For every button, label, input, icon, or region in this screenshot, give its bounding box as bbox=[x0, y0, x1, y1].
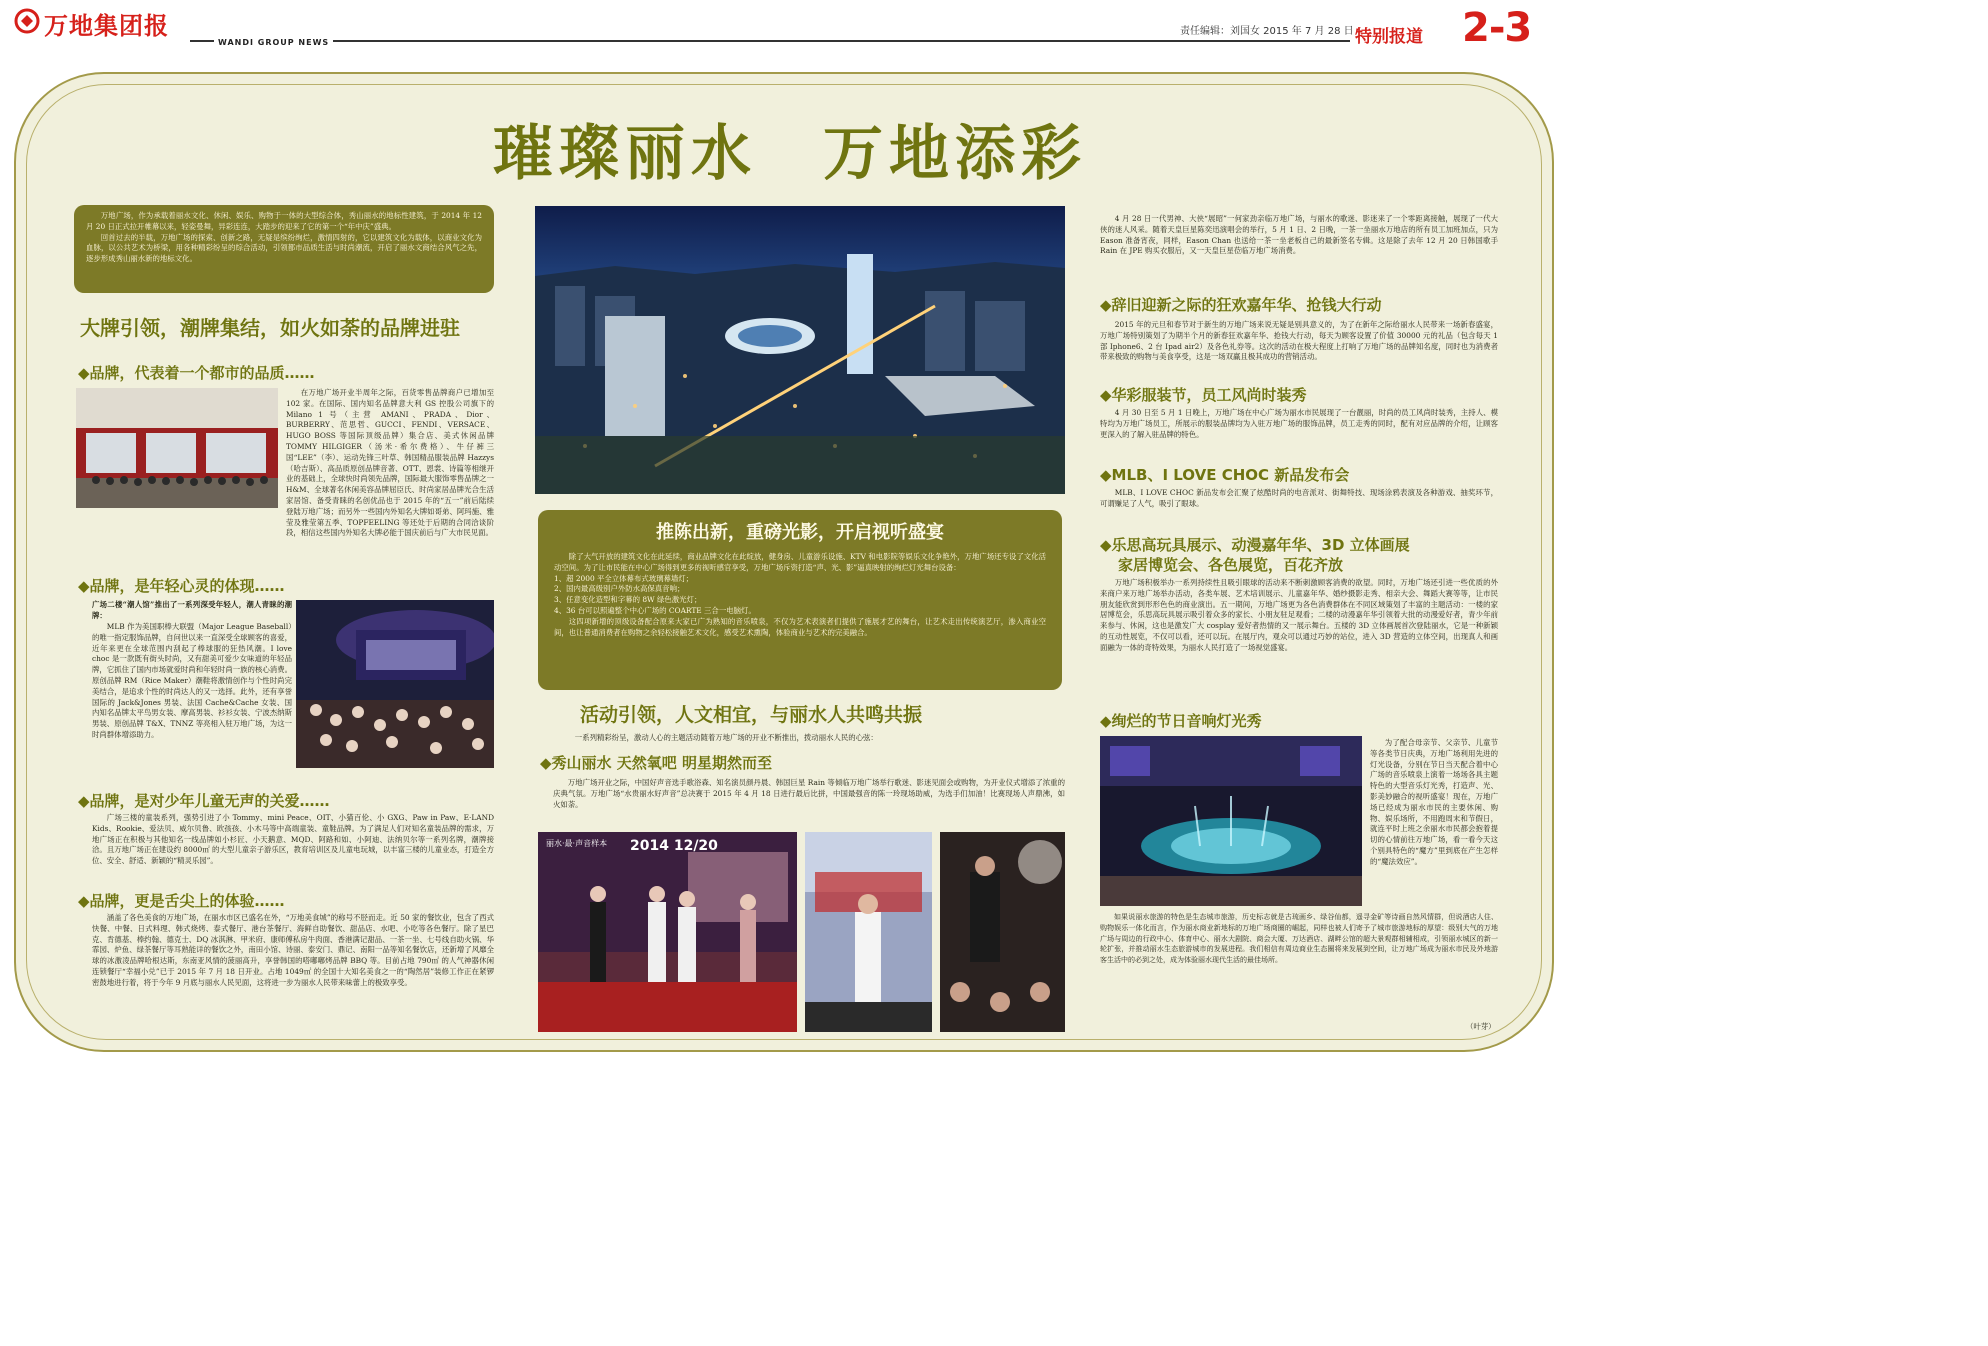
storefront-illustration bbox=[76, 388, 278, 508]
storefront-photo bbox=[76, 388, 278, 508]
event-photo-3 bbox=[940, 832, 1065, 1032]
photo-caption: 丽水·最·声音样本 bbox=[546, 839, 608, 848]
left-s4-body: 涵盖了各色美食的万地广场，在丽水市区已盛名在外，“万地美食城”的称号不胫而走。近 50 家的餐饮业，包含了西式快餐、中餐、日式料理、韩式烧烤、泰式餐厅、港台茶餐厅、海鲜自助餐饮、甜品店、水吧、小吃等各色餐厅。除了星巴克、肯德基、棒约翰、德克士、DQ 冰淇淋、甲米府、康师傅私房牛肉面、香港满记甜品、一茶一坐、七号线自助火锅、华霏园、炉鱼、绿茶餐厅等耳熟能详的餐饮之外，南田小馆、诗丽、泰安门、鼎记、南阳一品等知名餐饮店，还新增了风靡全球的冰激凌品牌哈根达斯，东南亚风情的菠丽高升，享誉韩国的嗒嘟嘟烤品牌 BBQ 等。目前占地 790㎡ 的人气神器休闲连锁餐厅“幸福小兑”已于 2015 年 7 月 18 日开业。占地 1049㎡ 的全国十大知名美食之一的“陶然居”装修工作正在紧锣密鼓地进行着，将于今年 9 月底与丽水人民见面，这将进一步为丽水人民带来味蕾上的极致享受。 bbox=[92, 913, 494, 987]
event-photo-1 bbox=[538, 832, 797, 1032]
av-list-4: 4、36 台可以照遍整个中心广场的 COARTE 三合一电脑灯。 bbox=[554, 605, 756, 615]
fountain-show-illustration bbox=[1100, 736, 1362, 906]
trend-hall-photo bbox=[296, 600, 494, 768]
av-list-3: 3、任意变化造型和字幕的 8W 绿色激光灯； bbox=[554, 595, 702, 605]
banner-date: 2014 12/20 bbox=[630, 838, 718, 854]
left-s1-body: 在万地广场开业半周年之际，百货零售品牌商户已增加至 102 家。在国际、国内知名品牌意大利 GS 控股公司旗下的 Milano 1 号（主营 AMANI、PRADA、Dior、BURBERRY、范思哲、GUCCI、FENDI、VERSACE、HUGO BOSS 等国际顶级品牌）集合店、美式休闲品牌 TOMMY HILGIGER（汤米·希尔费格）、牛仔裤三国“LEE”（李）、运动先锋三叶草、韩国精品服装品牌 Hazzys（哈吉斯）、高品质原创品牌音著、OTT、恩裳、诗篇等相继开业的基础上，全球快时尚领先品牌，国际最大服饰零售品牌之一 H&M、全球著名休闲美容品牌屈臣氏、时尚家居品牌光合生活家居馆、备受青睐的名创优品也于 2015 年的“五一”前后陆续登陆万地广场；而另外一些国内外知名大牌如哥弟、阿玛施、雅莹及雅莹第五季、TOPFEELING 等还处于后期的合同洽谈阶段，相信这些国内外知名大牌必能于国庆前后与广大市民见面。 bbox=[286, 388, 494, 538]
left-s2-body: MLB 作为美国职棒大联盟（Major League Baseball）的唯一指定服饰品牌，自问世以来一直深受全球顾客的喜爱，近年来更在全球范围内刮起了棒球服的狂热风潮。I love choc 是一款既有街头时尚，又有甜美可爱少女味道的年轻品牌，它抓住了国内市场就爱时尚和年轻时尚一族的核心消费。原创品牌 RM（Rice Maker）潮鞋将激情创作与个性时尚完美结合，是追求个性的时尚达人的又一选择。此外，还有享誉国际的 Jack&Jones 男装、法国 Cache&Cache 女装、国内知名品牌太平鸟男女装、摩高男装、衫衫女装、宁波杰纳斯男装、原创品牌 T&X、TNNZ 等亮相入驻万地广场，为这一时尚群体增添助力。 bbox=[92, 622, 292, 739]
av-panel bbox=[538, 510, 1062, 690]
section-name: 特别报道 bbox=[1355, 27, 1423, 47]
av-panel-p2: 这四项新增的顶级设备配合原来大家已广为熟知的音乐喷泉，不仅为艺术表演者们提供了施展才艺的舞台，让艺术走出传统演艺厅，渗入商业空间，也让普通消费者在购物之余轻松接触艺术文化，感受艺术熏陶，体验商业与艺术的完美融合。 bbox=[554, 616, 1046, 637]
left-s2-title: ◆品牌，是年轻心灵的体现…… bbox=[78, 577, 285, 595]
left-s3-body: 广场三楼的童装系列，强势引进了小 Tommy、mini Peace、OIT、小猫百伦、小 GXG、Paw in Paw、E·LAND Kids、Rookie、爱法贝、威尔贝鲁、欧孩孩、小木马等中高端童装、童鞋品牌。为了满足人们对知名童装品牌的需求，万地广场正在积极与其他知名一线品牌如小杉匠、小天鹅意、MQD、阿路和如、小阿迪、法纳贝尔等一系列名牌，潮牌接洽。且万地广场正在建设约 8000㎡ 的大型儿童亲子游乐区，教育培训区及儿童电玩城，以丰富三楼的儿童业态，打造全方位、安全、舒适、新颖的“精灵乐园”。 bbox=[92, 813, 494, 866]
right-top-body: 4 月 28 日一代男神、大侠“展昭”一何家劲亲临万地广场，与丽水的歌迷、影迷来了一个零距离接触，展现了一代大侠的迷人风采。随着天皇巨星陈奕迅演唱会的举行，5 月 1 日、2 日晚，一茶一坐丽水万地店的所有员工加班加点，只为 Eason 准备宵夜，同样，Eason Chan 也送给一茶一坐老板自己的最新签名专辑。这是除了去年 12 月 20 日韩国歌手 Rain 在 JPE 购买衣服后，又一天皇巨星莅临万地广场消费。 bbox=[1100, 214, 1498, 256]
right-s1-body: 2015 年的元旦和春节对于新生的万地广场来说无疑是别具意义的，为了在新年之际给丽水人民带来一场新春盛宴，万地广场特别策划了为期半个月的新春狂欢嘉年华、抢钱大行动，每天为顾客设置了价值 30000 元的礼品（包含每天 1 部 Iphone6、2 台 Ipad air2）及各色礼券等。这次的活动在极大程度上打响了万地广场的品牌知名度，同时也为消费者带来极致的购物与美食享受，这是一场双赢且极其成功的营销活动。 bbox=[1100, 320, 1498, 362]
right-s4-title-1: ◆乐思高玩具展示、动漫嘉年华、3D 立体画展 bbox=[1100, 536, 1410, 554]
intro-box bbox=[74, 205, 494, 293]
right-s2-body: 4 月 30 日至 5 月 1 日晚上，万地广场在中心广场为丽水市民展现了一台靓丽，时尚的员工风尚时装秀，主持人、模特均为万地广场员工，所展示的服装品牌均为入驻万地广场的服饰品牌，员工走秀的同时，配有对应品牌的介绍，让顾客更深入的了解入驻品牌的特色。 bbox=[1100, 408, 1498, 439]
light-show-photo bbox=[1100, 736, 1362, 906]
center-s1-body: 万地广场开业之际，中国好声音选手歌浴森、知名演员颜丹晨、韩国巨星 Rain 等倾临万地广场举行歌迷、影迷见面会或购物，为开业仪式增添了浓重的庆典气氛。万地广场“水贵丽水好声音”总决赛于 2015 年 4 月 18 日进行最后比拼，中国最强音的陈一玲现场助威，为选手们加油！比赛现场人声鼎沸，如火如荼。 bbox=[553, 778, 1065, 809]
masthead-rule bbox=[190, 40, 1350, 42]
av-list-2: 2、国内最高级别户外防水高保真音响； bbox=[554, 584, 685, 594]
left-s1-title: ◆品牌，代表着一个都市的品质…… bbox=[78, 364, 315, 382]
logo-icon bbox=[14, 8, 40, 34]
av-panel-title: 推陈出新，重磅光影，开启视听盛宴 bbox=[656, 522, 944, 543]
av-panel-p1: 除了大气开放的建筑文化在此延续，商业品牌文化在此绽放，健身房、儿童游乐设施、KTV 和电影院等娱乐文化争艳外，万地广场还专设了文化活动空间。为了让市民能在中心广场得到更多的视听感官享受，万地广场斥资打造“声、光、影”逼真映射的绚烂灯光舞台设备： bbox=[554, 552, 1046, 572]
page-number: 2-3 bbox=[1462, 5, 1532, 51]
right-s4-body: 万地广场积极举办一系列持续性且吸引眼球的活动来不断刺激顾客消费的欲望。同时，万地广场还引进一些优质的外来商户来万地广场举办活动，各类车展、艺术培训展示、儿童嘉年华、婚纱摄影走秀、相亲大会、舞蹈大赛等等，让市民朋友能欣赏到形形色色的商业演出。五一期间，万地广场更为各色消费群体在不同区域策划了丰富的主题活动：一楼的家居博览会，乐思高玩具展示吸引着众多的家长、小朋友驻足观看；二楼的动漫嘉年华引领着大批的动漫爱好者，青少年前来参与、休闲，这也是激发广大 cosplay 爱好者热情的又一展示舞台。五楼的 3D 立体画展首次登陆丽水，它是一种新颖的互动性展览，不仅可以看，还可以玩。在展厅内，观众可以通过巧妙的站位，进入 3D 营造的立体空间，出现真人和画面融为一体的奇特效果，为丽水人民打造了一场视觉盛宴。 bbox=[1100, 578, 1498, 652]
right-s4-title-2: 家居博览会、各色展览，百花齐放 bbox=[1118, 556, 1344, 574]
main-title: 璀璨丽水 万地添彩 bbox=[493, 119, 1087, 189]
right-s5-body: 为了配合母亲节、父亲节、儿童节等各类节日庆典，万地广场利用先进的灯光设备，分别在节日当天配合着中心广场的音乐喷泉上演着一场场各具主题特色的大型音乐灯光秀，打造声、光、影美妙融合的视听盛宴！现在，万地广场已经成为丽水市民的主要休闲、购物、娱乐场所，不用跑周末和节假日，就连平时上班之余丽水市民都会抱着提切的心情前往万地广场，看一看今天这个别具特色的“魔方”里到底在产生怎样的“魔法效应”。 bbox=[1370, 738, 1498, 866]
right-s3-body: MLB、I LOVE CHOC 新品发布会汇聚了炫酷时尚的电音派对、街舞特技、现场涂鸦表演及各种游戏、抽奖环节，可谓赚足了人气，吸引了眼球。 bbox=[1100, 488, 1498, 508]
center-heading: 活动引领，人文相宜，与丽水人共鸣共振 bbox=[580, 704, 923, 726]
left-s3-title: ◆品牌，是对少年儿童无声的关爱…… bbox=[78, 792, 330, 810]
masthead-subtitle: WANDI GROUP NEWS bbox=[214, 38, 333, 47]
event-photo-2 bbox=[805, 832, 932, 1032]
closing-paragraph: 如果说丽水旅游的特色是生态城市旅游，历史标志就是古琉画乡、绿谷仙都，遥寻金矿等诗画自然风情群，但说酒店人住、购物娱乐一体化而言，作为丽水商业新地标的万地广场商圈的崛起，同样也被人们寄予了城市旅游地标的厚望：级别大气的万地广场与周边的行政中心、体育中心、丽水大剧院、商会大厦、万达酒店、湖畔公馆的超大景观群相辅相成，引领丽水城区的新一轮扩张，并推动丽水生态旅游城市的发展进程。我们相信有周边商业生态圈将来发展到空间，让万地广场成为丽水市民及外地游客生活中的必到之处，成为体验丽水现代生活的最佳场所。 bbox=[1100, 913, 1498, 965]
newspaper-logo: 万地集团报 bbox=[44, 12, 169, 40]
left-s2-lead: 广场二楼“潮人馆”推出了一系列深受年轻人，潮人青睐的潮牌： bbox=[92, 600, 292, 620]
stage-event-illustration bbox=[538, 832, 797, 1032]
performer-illustration bbox=[805, 832, 932, 1032]
av-list-1: 1、超 2000 平全立体幕布式玻璃幕墙灯； bbox=[554, 573, 694, 583]
right-s2-title: ◆华彩服装节，员工风尚时装秀 bbox=[1100, 386, 1307, 404]
aerial-night-photo bbox=[535, 206, 1065, 494]
left-heading: 大牌引领，潮牌集结，如火如荼的品牌进驻 bbox=[80, 316, 460, 340]
trend-hall-illustration bbox=[296, 600, 494, 768]
editor-line: 责任编辑：刘国女 2015 年 7 月 28 日 bbox=[1180, 26, 1354, 37]
center-s1-title: ◆秀山丽水 天然氧吧 明星期然而至 bbox=[540, 754, 772, 772]
city-night-illustration bbox=[535, 206, 1065, 494]
intro-paragraph-1: 万地广场，作为承载着丽水文化、休闲、娱乐、购物于一体的大型综合体，秀山丽水的地标性建筑，于 2014 年 12 月 20 日正式拉开帷幕以来，轻姿曼舞，异彩连连，大踏步的迎来了它的第一个“年中庆”盛典。 bbox=[86, 211, 482, 231]
concert-illustration bbox=[940, 832, 1065, 1032]
right-s5-title: ◆绚烂的节日音响灯光秀 bbox=[1100, 712, 1262, 730]
intro-paragraph-2: 回首过去的半载，万地广场的探索、创新之路，无疑是缤纷绚烂，激情四射的，它以建筑文化为载体，以商业文化为血脉，以公共艺术为桥梁，用各种精彩纷呈的综合活动，引领都市品质生活与时尚潮流，开启了丽水文商结合风气之先，逐步形成秀山丽水新的地标文化。 bbox=[86, 232, 482, 264]
right-s1-title: ◆辞旧迎新之际的狂欢嘉年华、抢钱大行动 bbox=[1100, 296, 1382, 314]
center-lead: 一系列精彩纷呈，激动人心的主题活动随着万地广场的开业不断推出，拨动丽水人民的心弦： bbox=[574, 733, 878, 742]
left-s4-title: ◆品牌，更是舌尖上的体验…… bbox=[78, 892, 285, 910]
signature: （叶芽） bbox=[1466, 1022, 1496, 1031]
right-s3-title: ◆MLB、I LOVE CHOC 新品发布会 bbox=[1100, 466, 1350, 484]
